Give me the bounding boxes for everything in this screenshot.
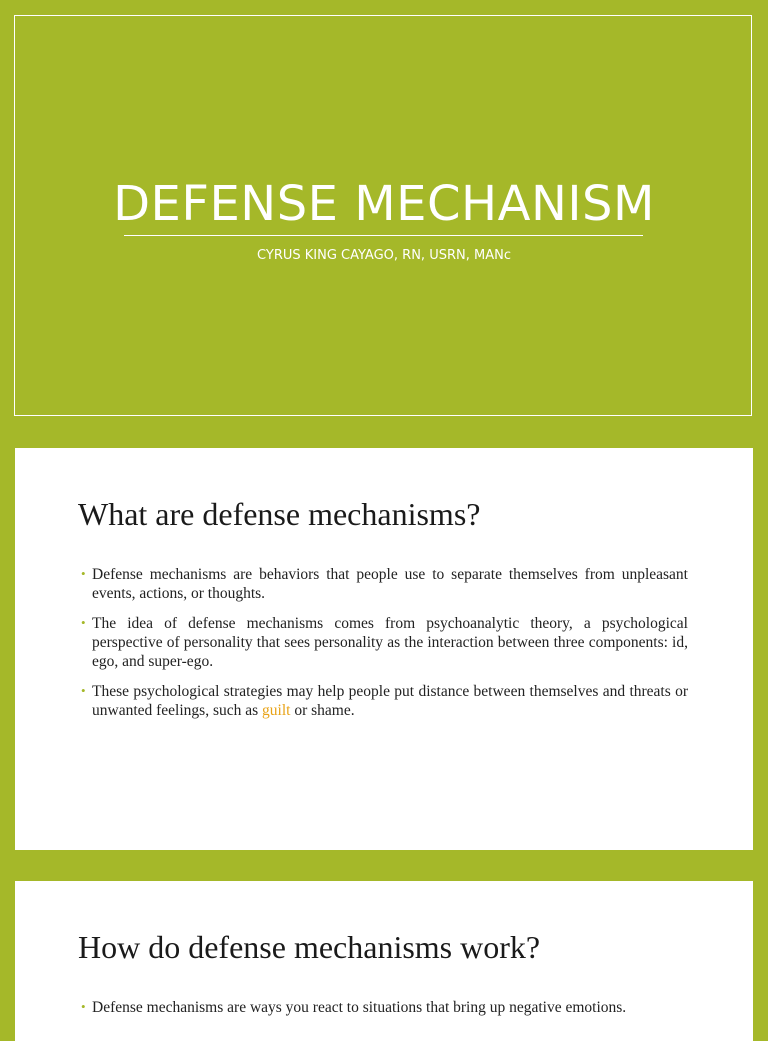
bullet-icon: • xyxy=(81,999,86,1014)
slide-what-are-defense-mechanisms xyxy=(15,448,753,850)
bullet-text-after: or shame. xyxy=(290,702,355,719)
guilt-link[interactable]: guilt xyxy=(262,702,291,719)
bullet-text: Defense mechanisms are behaviors that people use to separate themselves from unpleasant events, actions, or thoughts. xyxy=(92,566,688,602)
bullet-list xyxy=(81,565,688,731)
slide-heading: What are defense mechanisms? xyxy=(78,496,481,532)
bullet-item xyxy=(81,998,688,1017)
title-divider xyxy=(124,235,643,236)
slide-subtitle: CYRUS KING CAYAGO, RN, USRN, MANc xyxy=(257,248,511,263)
bullet-text-before: These psychological strategies may help people put distance between themselves and threats or unwanted feelings, such as xyxy=(92,683,688,719)
slide-heading: How do defense mechanisms work? xyxy=(78,929,541,965)
bullet-icon: • xyxy=(81,566,86,581)
bullet-icon: • xyxy=(81,683,86,698)
bullet-item xyxy=(81,682,688,720)
bullet-text: The idea of defense mechanisms comes from psychoanalytic theory, a psychological perspective of personality that sees personality as the interaction between three components: id, ego, and super-ego. xyxy=(92,615,688,670)
bullet-icon: • xyxy=(81,615,86,630)
slide-how-do-defense-mechanisms-work xyxy=(15,881,753,1041)
title-slide xyxy=(0,0,768,430)
bullet-item xyxy=(81,565,688,603)
bullet-item xyxy=(81,614,688,671)
slide-title: DEFENSE MECHANISM xyxy=(113,176,655,232)
bullet-text: Defense mechanisms are ways you react to situations that bring up negative emotions. xyxy=(92,999,627,1016)
